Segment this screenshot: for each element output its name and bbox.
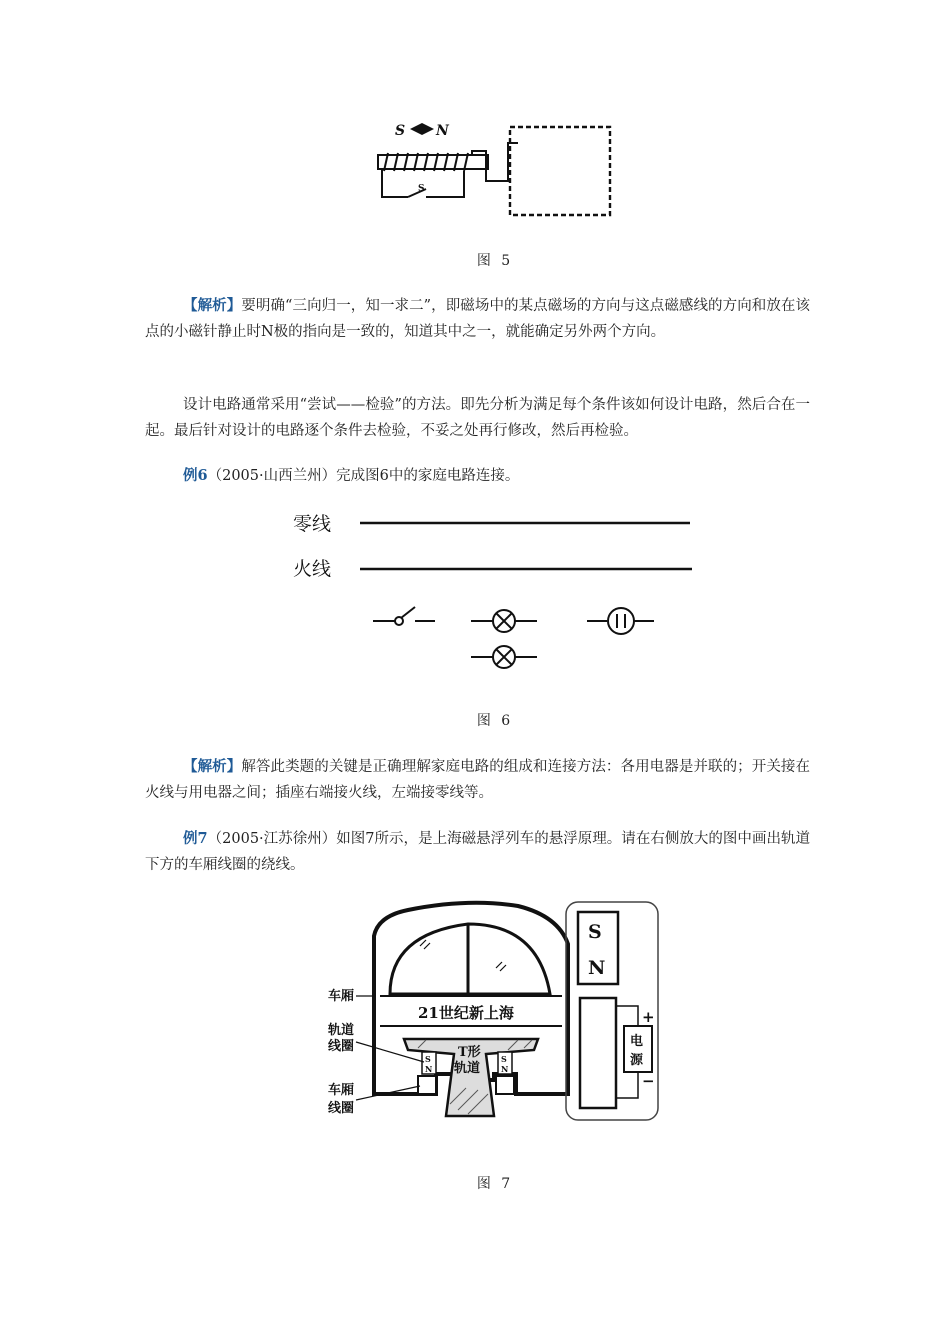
compass-n-label: N xyxy=(436,123,449,139)
small-n-right: N xyxy=(501,1064,509,1074)
lamp-2-icon xyxy=(471,646,537,668)
switch-label: S xyxy=(418,184,425,194)
example-6-text: （2005·山西兰州）完成图6中的家庭电路连接。 xyxy=(207,468,520,484)
t-track-label-2: 轨道 xyxy=(454,1061,481,1076)
figure-6 xyxy=(285,505,705,685)
design-paragraph: 设计电路通常采用“尝试——检验”的方法。即先分析为满足每个条件该如何设计电路，然后合在一起。最后针对设计的电路逐个条件去检验，不妥之处再行修改，然后再检验。 xyxy=(145,397,810,439)
electromagnet-core xyxy=(580,998,616,1108)
figure-5-caption: 图 5 xyxy=(476,253,514,269)
analysis-2 xyxy=(145,754,810,806)
example-7-tag: 例7 xyxy=(183,830,208,847)
small-s-right: S xyxy=(501,1054,507,1064)
analysis-1 xyxy=(145,293,810,345)
figure-7-caption: 图 7 xyxy=(476,1176,514,1192)
car-coil-left xyxy=(418,1076,436,1094)
analysis-1-tag: 【解析】 xyxy=(183,297,242,314)
dashed-box xyxy=(510,127,610,215)
example-7-text: （2005·江苏徐州）如图7所示，是上海磁悬浮列车的悬浮原理。请在右侧放大的图中画出轨道下方的车厢线圈的绕线。 xyxy=(145,831,810,873)
socket-icon xyxy=(587,608,654,634)
neutral-wire-label: 零线 xyxy=(293,513,332,535)
power-wire-bottom xyxy=(616,1072,638,1098)
wire-bottom-2 xyxy=(426,171,464,197)
plus-sign: + xyxy=(642,1008,655,1026)
power-label-2: 源 xyxy=(630,1053,644,1068)
figure-5 xyxy=(360,115,630,230)
live-wire-label: 火线 xyxy=(293,558,332,580)
lamp-1-icon xyxy=(471,610,537,632)
power-wire-top xyxy=(616,1006,638,1026)
small-s-left: S xyxy=(425,1054,431,1064)
banner-text: 21世纪新上海 xyxy=(418,1004,514,1022)
figure-7 xyxy=(318,894,663,1126)
compass-needle-icon xyxy=(410,123,434,135)
t-track-label-1: T形 xyxy=(458,1045,481,1060)
figure-6-caption: 图 6 xyxy=(476,713,514,729)
car-coil-right xyxy=(496,1076,514,1094)
analysis-1-text: 要明确“三向归一，知一求二”，即磁场中的某点磁场的方向与这点磁感线的方向和放在该点的小磁针静止时N极的指向是一致的，知道其中之一，就能确定另外两个方向。 xyxy=(145,298,810,340)
power-label-1: 电 xyxy=(630,1034,644,1049)
magnet-s-label: S xyxy=(588,921,602,943)
car-coil-label-1: 车厢 xyxy=(328,1083,355,1098)
window-glint-icon xyxy=(420,940,506,971)
example-7 xyxy=(145,826,810,878)
wire-bottom xyxy=(382,169,408,197)
train-window xyxy=(390,924,550,994)
track-coil-label-2: 线圈 xyxy=(328,1039,355,1054)
compass-s-label: S xyxy=(395,123,406,139)
magnet-n-label: N xyxy=(588,957,606,979)
example-6 xyxy=(145,463,810,489)
track-coil-label-1: 轨道 xyxy=(328,1023,355,1038)
example-6-tag: 例6 xyxy=(183,467,208,484)
car-label: 车厢 xyxy=(328,989,355,1004)
small-n-left: N xyxy=(425,1064,433,1074)
car-coil-label-2: 线圈 xyxy=(328,1101,355,1116)
analysis-2-text: 解答此类题的关键是正确理解家庭电路的组成和连接方法：各用电器是并联的；开关接在火线与用电器之间；插座右端接火线，左端接零线等。 xyxy=(145,759,811,801)
switch-symbol-icon xyxy=(373,607,435,625)
minus-sign: − xyxy=(642,1072,655,1090)
analysis-2-tag: 【解析】 xyxy=(183,758,242,775)
